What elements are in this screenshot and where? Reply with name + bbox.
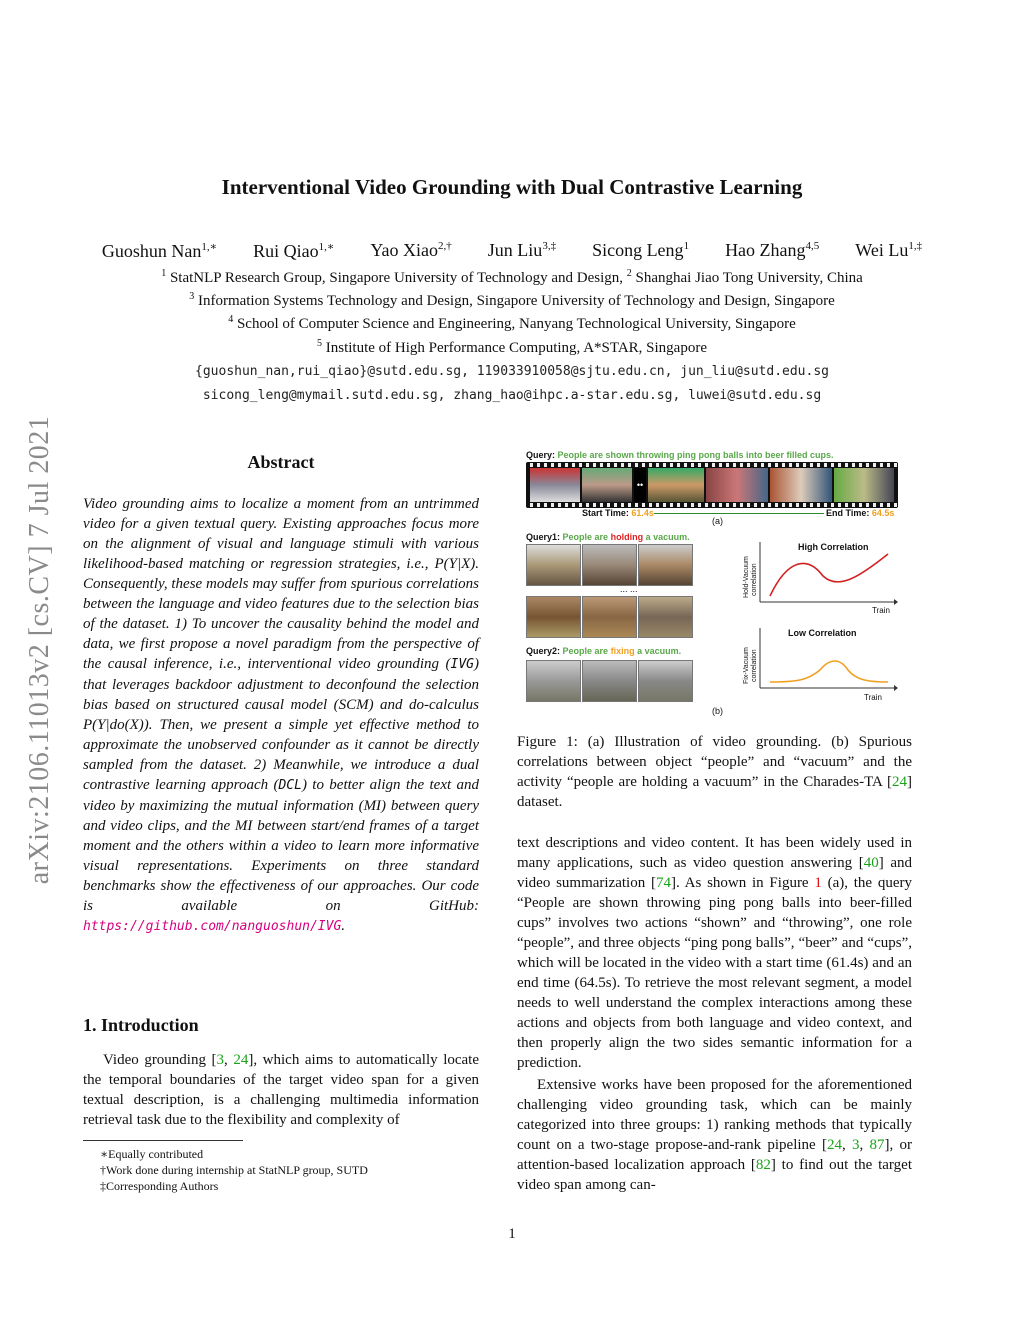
video-frame xyxy=(638,544,693,586)
intro-paragraph: Extensive works have been proposed for the aforementioned challenging video grounding task, which can be mainly categorized into three groups: 1) ranking methods that typically count on a two-stage propose-and-rank pipeline [24, 3, 87], or attention-based localization approach [82] to find out the target video span among can- xyxy=(517,1077,913,1193)
arxiv-identifier: arXiv:2106.11013v2 [cs.CV] 7 Jul 2021 xyxy=(24,415,55,885)
correlation-curve xyxy=(770,554,888,596)
figure-query-1: Query1: People are holding a vacuum. xyxy=(526,532,690,542)
figure-reference-link[interactable]: 1 xyxy=(814,875,822,891)
section-heading-introduction: 1. Introduction xyxy=(83,1015,199,1035)
high-correlation-plot xyxy=(743,538,898,618)
footnote: †Work done during internship at StatNLP group, SUTD xyxy=(100,1163,368,1177)
author: Rui Qiao$^{1,∗}$ xyxy=(253,241,335,261)
affiliation-line: $^1$ StatNLP Research Group, Singapore University of Technology and Design, $^2$ Shanghai Jiao Tong University, China xyxy=(161,268,863,286)
intro-paragraph: text descriptions and video content. It has been widely used in many applications, such as video question answering [40] and video summarization [74]. As shown in Figure 1 (a), the query “People are shown throwing ping pong balls into beer-filled cups” involves two actions “shown” and “throwing”, one role “people”, and three objects “ping pong balls”, “beer” and “cups”, which will be located in the video with a start time (61.4s) and an end time (64.5s). To retrieve the most relevant segment, a model needs to well understand the complex interactions among these actions and objects from both language and video context, and then properly align the two sides semantic information for a prediction. xyxy=(517,835,912,1071)
author: Guoshun Nan$^{1,∗}$ xyxy=(101,241,218,261)
plot-y-label: Fix-Vacuum xyxy=(743,647,750,684)
plot-title: High Correlation xyxy=(798,542,869,552)
low-correlation-plot xyxy=(743,624,898,704)
video-frame xyxy=(638,660,693,702)
paper-title: Interventional Video Grounding with Dual Contrastive Learning xyxy=(221,175,803,199)
author: Sicong Leng$^1$ xyxy=(592,240,690,260)
video-frame xyxy=(526,596,581,638)
github-link[interactable]: https://github.com/nanguoshun/IVG xyxy=(83,919,342,934)
start-time-label: Start Time: 61.4s xyxy=(582,508,654,518)
abstract-heading: Abstract xyxy=(247,452,315,472)
video-filmstrip: •• xyxy=(526,462,898,508)
citation-link[interactable]: 3 xyxy=(216,1052,225,1068)
citation-link[interactable]: 87 xyxy=(869,1137,885,1153)
end-time-label: End Time: 64.5s xyxy=(826,508,895,518)
email-line: {guoshun_nan,rui_qiao}@sutd.edu.sg, 119033910058@sjtu.edu.cn, jun_liu@sutd.edu.sg xyxy=(195,364,829,379)
video-frame xyxy=(638,596,693,638)
citation-link[interactable]: 24 xyxy=(892,774,907,790)
page-number: 1 xyxy=(508,1226,516,1242)
citation-link[interactable]: 82 xyxy=(755,1157,771,1173)
figure-query-a: Query: People are shown throwing ping pong balls into beer filled cups. xyxy=(526,450,834,460)
affiliation-line: $^4$ School of Computer Science and Engineering, Nanyang Technological University, Singapore xyxy=(228,314,796,332)
email-line: sicong_leng@mymail.sutd.edu.sg, zhang_hao@ihpc.a-star.edu.sg, luwei@sutd.edu.sg xyxy=(202,388,822,403)
subfigure-label-b: (b) xyxy=(712,706,723,716)
citation-link[interactable]: 24 xyxy=(233,1052,249,1068)
plot-y-label: correlation xyxy=(751,563,758,596)
plot-x-label: Train xyxy=(872,606,890,615)
author: Wei $Lu^{1,\ddagger}$ xyxy=(855,240,923,260)
intro-paragraph: Video grounding [3, 24], which aims to automatically locate the temporal boundaries of the target video span for a given textual description, is a challenging multimedia information retrieval task due to the flexibility and complexity of xyxy=(83,1052,479,1128)
video-frame xyxy=(526,544,581,586)
subfigure-label-a: (a) xyxy=(712,516,723,526)
footnote: ‡Corresponding Authors xyxy=(100,1179,219,1193)
author-list xyxy=(60,240,964,262)
ellipsis: ... ... xyxy=(620,584,638,594)
plot-y-label: correlation xyxy=(751,649,758,682)
abstract-body: Video grounding aims to localize a moment from an untrimmed video for a given textual query. Existing approaches focus more on the alignment of visual and language stimuli with various likelihood-based matching or regression strategies, i.e., P(Y|X). Consequently, these models may suffer from spurious correlations between the language and video features due to the selection bias of the dataset. 1) To uncover the causality behind the model and data, we first propose a novel paradigm from the perspective of the causal inference, i.e., interventional video grounding (IVG) that leverages backdoor adjustment to deconfound the selection bias based on structured causal model (SCM) and do-calculus P(Y|do(X)). Then, we present a simple yet effective method to approximate the unobserved confounder as it cannot be directly sampled from the dataset. 2) Meanwhile, we introduce a dual contrastive learning approach (DCL) to better align the text and video by maximizing the mutual information (MI) between query and video clips, and the MI between start/end frames of a target moment and the others within a video to learn more informative visual representations. Experiments on three standard benchmarks show the effectiveness of our approaches. Our code is available on GitHub: https://github.com/nanguoshun/IVG. xyxy=(83,496,479,934)
affiliation-line: $^3$ Information Systems Technology and Design, Singapore University of Technology and Design, Singapore xyxy=(189,291,835,309)
figure-caption: Figure 1: (a) Illustration of video grounding. (b) Spurious correlations between object “people” and “vacuum” and the activity “people are holding a vacuum” in the Charades-TA [24] dataset. xyxy=(517,734,912,810)
video-frame xyxy=(582,660,637,702)
citation-link[interactable]: 74 xyxy=(655,875,671,891)
footnote: ∗Equally contributed xyxy=(100,1147,204,1161)
video-frame xyxy=(526,660,581,702)
author: Hao Zhang$^{4,5}$ xyxy=(725,240,820,260)
citation-link[interactable]: 3 xyxy=(851,1137,860,1153)
footnote-rule xyxy=(83,1140,243,1141)
plot-x-label: Train xyxy=(864,693,882,702)
figure-query-2: Query2: People are fixing a vacuum. xyxy=(526,646,682,656)
time-span-line xyxy=(654,513,824,514)
figure-1 xyxy=(520,448,910,723)
video-frame xyxy=(582,596,637,638)
plot-y-label: Hold-Vacuum xyxy=(743,556,750,598)
citation-link[interactable]: 24 xyxy=(826,1137,842,1153)
affiliation-line: $^5$ Institute of High Performance Computing, A*STAR, Singapore xyxy=(316,338,707,356)
video-frame xyxy=(582,544,637,586)
correlation-curve xyxy=(770,661,888,682)
author: Jun Liu$^{3,\ddagger}$ xyxy=(487,240,557,260)
citation-link[interactable]: 40 xyxy=(863,855,879,871)
plot-title: Low Correlation xyxy=(788,628,857,638)
author: Yao Xiao$^{2,\dagger}$ xyxy=(370,240,452,260)
